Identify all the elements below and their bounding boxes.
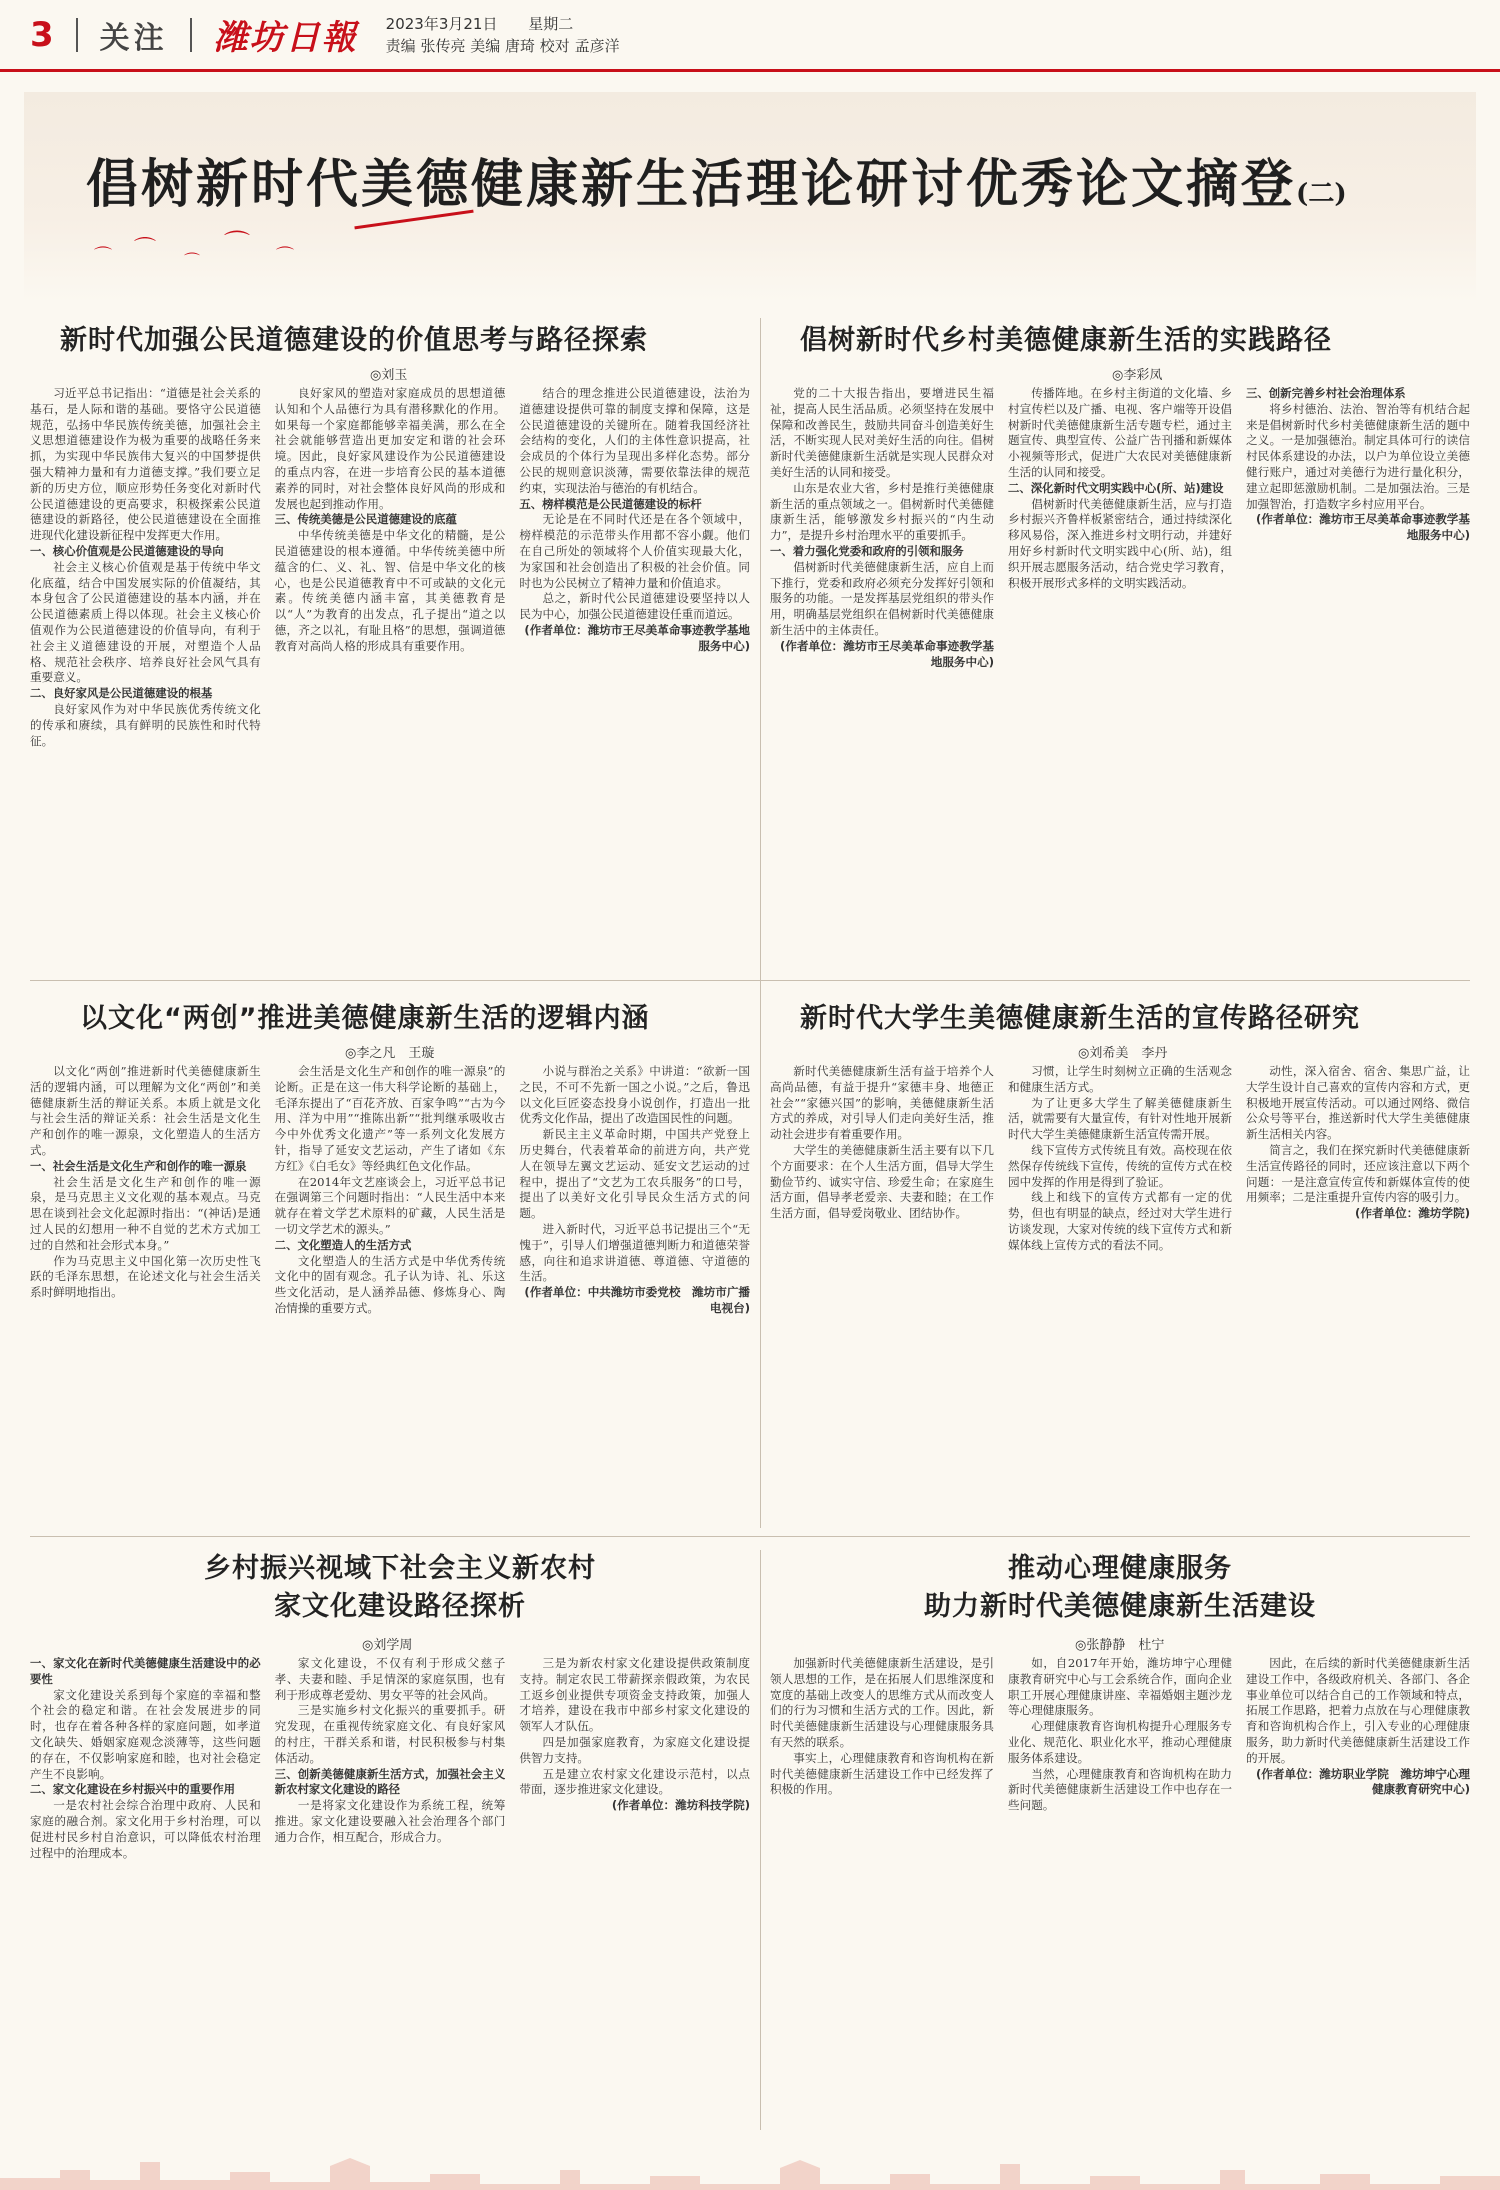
article-column [275, 386, 506, 966]
paragraph: 良好家风作为对中华民族优秀传统文化的传承和赓续，具有鲜明的民族性和时代特征。 [30, 701, 261, 748]
paragraph: 新民主主义革命时期，中国共产党登上历史舞台，代表着革命的前进方向，共产党人在领导左翼文艺运动、延安文艺运动的过程中，提出了“文艺为工农兵服务”的口号，提出了以美好文化引导民众生活方式的问题。 [519, 1127, 751, 1221]
skyline-shape [0, 2158, 1500, 2190]
paragraph: 山东是农业大省，乡村是推行美德健康新生活的重点领域之一。倡树新时代美德健康新生活，能够激发乡村振兴的“内生动力”，是提升乡村治理水平的重要抓手。 [770, 480, 994, 543]
paragraph: 一是农村社会综合治理中政府、人民和家庭的融合剂。家文化用于乡村治理，可以促进村民乡村自治意识，可以降低农村治理过程中的治理成本。 [30, 1798, 261, 1860]
article-title: 以文化“两创”推进美德健康新生活的逻辑内涵 [80, 1003, 650, 1034]
section-heading: 一、社会生活是文化生产和创作的唯一源泉 [30, 1158, 247, 1173]
paragraph: 文化塑造人的生活方式是中华优秀传统文化中的固有观念。孔子认为诗、礼、乐这些文化活动，是人涵养品德、修炼身心、陶冶情操的重要方式。 [274, 1253, 506, 1315]
paragraph: 大学生的美德健康新生活主要有以下几个方面要求：在个人生活方面，倡导大学生勤俭节约、诚实守信、珍爱生命；在家庭生活方面，倡导孝老爱亲、夫妻和睦；在工作生活方面，倡导爱岗敬业、团结协作。 [770, 1142, 994, 1221]
article-column [519, 1064, 750, 1524]
article-title-line: 推动心理健康服务 [1008, 1553, 1232, 1584]
banner-title [86, 142, 1347, 217]
article-column [519, 386, 750, 966]
article-title: 新时代加强公民道德建设的价值思考与路径探索 [60, 325, 648, 356]
section-heading: 一、着力强化党委和政府的引领和服务 [770, 543, 964, 558]
paragraph: 家文化建设，不仅有利于形成父慈子孝、夫妻和睦、手足情深的家庭氛围，也有利于形成尊老爱幼、男女平等的社会风尚。 [274, 1656, 506, 1702]
column-divider [760, 318, 761, 1528]
article-body [30, 1656, 750, 2132]
feature-banner [24, 92, 1476, 302]
article-title [790, 1550, 1450, 1626]
paragraph: 以文化“两创”推进新时代美德健康新生活的逻辑内涵，可以理解为文化“两创”和美德健康新生活的辩证关系。本质上就是文化与社会生活的辩证关系：社会生活是文化生产和创作的唯一源泉，文化塑造人的生活方式。 [30, 1064, 261, 1157]
banner-title-text: 倡树新时代美德健康新生活理论研讨优秀论文摘登 [86, 154, 1297, 215]
section-name: 关注 [99, 20, 168, 56]
issue-weekday: 星期二 [528, 14, 574, 33]
bird-icon: ⌒ [184, 251, 201, 270]
paragraph: 倡树新时代美德健康新生活，应自上而下推行，党委和政府必须充分发挥好引领和服务的功能。一是发挥基层党组织的带头作用，明确基层党组织在倡树新时代美德健康新生活中的主体责任。 [770, 559, 994, 637]
paragraph: 习近平总书记指出：“道德是社会关系的基石，是人际和谐的基础。要恪守公民道德规范，弘扬中华民族传统美德，加强社会主义思想道德建设作为极为重要的战略任务来抓，为实现中华民族伟大复兴的中国梦提供强大精神力量和有力道德支撑。”我们要立足新的历史方位，顺应形势任务变化对新时代公民道德建设的更高要求，积极探索公民道德建设的新路径，使公民道德建设在全面推进现代化建设新征程中发挥更大作用。 [30, 386, 261, 543]
paragraph: 加强新时代美德健康新生活建设，是引领人思想的工作，是在拓展人们思维深度和宽度的基础上改变人的思维方式从而改变人们的行为习惯和生活方式的工作。因此，新时代美德健康新生活建设与心理健康服务具有天然的联系。 [770, 1656, 994, 1749]
paragraph: 会生活是文化生产和创作的唯一源泉”的论断。正是在这一伟大科学论断的基础上，毛泽东提出了“百花齐放、百家争鸣”“古为今用、洋为中用”“推陈出新”“批判继承吸收古今中外优秀文化遗产”等一系列文化发展方针，指导了延安文艺运动，产生了诸如《东方红》《白毛女》等经典红色文化作品。 [274, 1064, 506, 1173]
author-affiliation: (作者单位：潍坊科技学院) [611, 1798, 751, 1813]
article-column [770, 1064, 994, 1524]
article-column [30, 1656, 261, 2132]
header-divider [190, 18, 192, 52]
article-byline: ◎刘希美 李丹 [1078, 1046, 1168, 1061]
newspaper-masthead: 潍坊日報 [213, 18, 358, 58]
section-heading: 二、家文化建设在乡村振兴中的重要作用 [30, 1782, 236, 1797]
paragraph: 家文化建设关系到每个家庭的幸福和整个社会的稳定和谐。在社会发展进步的同时，也存在着各种各样的家庭问题，如孝道文化缺失、婚姻家庭观念淡薄等，这些问题的存在，不仅影响家庭和睦，也对社会稳定产生不良影响。 [30, 1687, 261, 1781]
paragraph: 五是建立农村家文化建设示范村，以点带面，逐步推进家文化建设。 [519, 1766, 751, 1797]
paragraph: 作为马克思主义中国化第一次历史性飞跃的毛泽东思想，在论述文化与社会生活关系时鲜明地指出。 [30, 1253, 261, 1300]
section-heading: 一、家文化在新时代美德健康生活建设中的必要性 [30, 1656, 261, 1686]
author-affiliation: (作者单位：中共潍坊市委党校 潍坊市广播电视台) [524, 1285, 751, 1315]
paragraph: 心理健康教育咨询机构提升心理服务专业化、规范化、职业化水平，推动心理健康服务体系建设。 [1008, 1719, 1232, 1765]
author-affiliation: (作者单位：潍坊市王尽美革命事迹教学基地服务中心) [780, 638, 994, 669]
paragraph: 党的二十大报告指出，要增进民生福祉，提高人民生活品质。必须坚持在发展中保障和改善民生，鼓励共同奋斗创造美好生活，不断实现人民对美好生活的向往。倡树新时代美德健康新生活就是实现人民群众对美好生活的认同和接受。 [770, 386, 994, 479]
paragraph: 动性，深入宿舍、宿舍、集思广益，让大学生设计自己喜欢的宣传内容和方式，更积极地开展宣传活动。可以通过网络、微信公众号等平台，推送新时代大学生美德健康新生活相关内容。 [1246, 1064, 1470, 1142]
section-heading: 二、良好家风是公民道德建设的根基 [30, 686, 213, 701]
section-heading: 三、创新完善乡村社会治理体系 [1246, 386, 1406, 400]
author-affiliation: (作者单位：潍坊学院) [1355, 1206, 1470, 1221]
section-heading: 一、核心价值观是公民道德建设的导向 [30, 543, 224, 558]
article-body [30, 386, 750, 966]
article-column [1008, 386, 1232, 966]
bird-icon: ⌒ [134, 237, 157, 262]
article-body [770, 1064, 1470, 1524]
paragraph: 四是加强家庭教育，为家庭文化建设提供智力支持。 [519, 1734, 751, 1765]
article-column [1246, 386, 1470, 966]
paragraph: 线上和线下的宣传方式都有一定的优势，但也有明显的缺点，经过对大学生进行访谈发现，大家对传统的线下宣传方式和新媒体线上宣传方式的看法不同。 [1008, 1190, 1232, 1252]
header-divider [76, 18, 78, 52]
city-skyline-decoration [0, 2140, 1500, 2190]
article-byline: ◎李之凡 王璇 [345, 1046, 435, 1061]
article-column [519, 1656, 750, 2132]
paragraph: 进入新时代，习近平总书记提出三个“无愧于”，引导人们增强道德判断力和道德荣誉感，向往和追求讲道德、尊道德、守道德的生活。 [519, 1221, 751, 1284]
paragraph: 简言之，我们在探究新时代美德健康新生活宣传路径的同时，还应该注意以下两个问题：一是注意宣传宣传和新媒体宣传的使用频率；二是注重提升宣传内容的吸引力。 [1246, 1142, 1470, 1205]
paragraph: 事实上，心理健康教育和咨询机构在新时代美德健康新生活建设工作中已经发挥了积极的作用。 [770, 1750, 994, 1797]
author-affiliation: (作者单位：潍坊职业学院 潍坊坤宁心理健康教育研究中心) [1256, 1766, 1470, 1797]
article-title [60, 1550, 740, 1626]
paragraph: 良好家风的塑造对家庭成员的思想道德认知和个人品德行为具有潜移默化的作用。如果每一个家庭都能够幸福美满，那么在全社会就能够营造出更加安定和谐的社会环境。因此，良好家风建设作为公民道德建设的重点内容，在进一步培育公民的基本道德素养的同时，对社会整体良好风尚的形成和发展也起到推动作用。 [274, 386, 506, 511]
paragraph: 为了让更多大学生了解美德健康新生活，就需要有大量宣传，有针对性地开展新时代大学生美德健康新生活宣传需开展。 [1008, 1095, 1232, 1142]
banner-part: (二) [1296, 179, 1347, 209]
article-title: 新时代大学生美德健康新生活的宣传路径研究 [800, 1003, 1360, 1034]
column-divider [760, 1550, 761, 2130]
page-header [0, 0, 1500, 72]
paragraph: 总之，新时代公民道德建设要坚持以人民为中心，加强公民道德建设任重而道远。 [519, 591, 751, 622]
article-column [1246, 1656, 1470, 2132]
article-body [770, 386, 1470, 966]
paragraph: 传播阵地。在乡村主街道的文化墙、乡村宣传栏以及广播、电视、客户端等开设倡树新时代美德健康新生活专题专栏，通过主题宣传、典型宣传、公益广告刊播和新媒体小视频等形式，促进广大农民对美德健康新生活的认同和接受。 [1008, 386, 1232, 479]
paragraph: 三是实施乡村文化振兴的重要抓手。研究发现，在重视传统家庭文化、有良好家风的村庄，干群关系和谐，村民积极参与村集体活动。 [274, 1703, 506, 1765]
article-column [275, 1656, 506, 2132]
section-heading: 三、创新美德健康新生活方式，加强社会主义新农村家文化建设的路径 [274, 1766, 506, 1797]
bird-icon: ⌒ [276, 246, 294, 267]
paragraph: 习惯，让学生时刻树立正确的生活观念和健康生活方式。 [1008, 1064, 1232, 1094]
article-byline: ◎张静静 杜宁 [1075, 1638, 1165, 1653]
article-column [30, 386, 261, 966]
article-body [30, 1064, 750, 1524]
section-divider [30, 1536, 1470, 1537]
article-byline: ◎刘学周 [362, 1638, 413, 1653]
paragraph: 将乡村德治、法治、智治等有机结合起来是倡树新时代乡村美德健康新生活的题中之义。一是加强德治。制定具体可行的读信村民体系建设的办法，以户为单位设立美德健行账户，通过对美德行为进行量化积分，建立起即惩激励机制。二是加强法治。三是加强智治，打造数字乡村应用平台。 [1246, 401, 1470, 511]
author-affiliation: (作者单位：潍坊市王尽美革命事迹教学基地服务中心) [524, 622, 751, 653]
paragraph: 社会主义核心价值观是基于传统中华文化底蕴，结合中国发展实际的价值凝结，其本身包含了公民道德建设的基本内涵，并在公民道德素质上得以体现。社会主义核心价值观作为公民道德建设的价值导向，有利于社会主义道德建设的开展，对塑造个人品格、规范社会秩序、培养良好社会风气具有重要意义。 [30, 559, 261, 685]
paragraph: 中华传统美德是中华文化的精髓，是公民道德建设的根本遵循。中华传统美德中所蕴含的仁、义、礼、智、信是中华文化的核心，也是公民道德教育中不可或缺的文化元素。传统美德内涵丰富，其美德教育是以“人”为教育的出发点，孔子提出“道之以德，齐之以礼，有耻且格”的思想，强调道德教育对高尚人格的形成具有重要作用。 [274, 528, 506, 653]
bird-icon: ⌒ [224, 230, 251, 260]
article-title-line: 家文化建设路径探析 [274, 1591, 526, 1622]
editor-credit: 责编 张传亮 [385, 36, 466, 55]
section-divider [30, 980, 1470, 981]
proofreader-credit: 校对 孟彦洋 [539, 36, 620, 55]
paragraph: 倡树新时代美德健康新生活，应与打造乡村振兴齐鲁样板紧密结合，通过持续深化移风易俗，深入推进乡村文明行动，并建好用好乡村新时代文明实践中心(所、站)，组织开展志愿服务活动，结合党史学习教育，积极开展形式多样的文明实践活动。 [1008, 496, 1232, 590]
header-meta [386, 13, 620, 57]
paragraph: 在2014年文艺座谈会上，习近平总书记在强调第三个问题时指出：“人民生活中本来就存在着文学艺术原料的矿藏，人民生活是一切文学艺术的源头。” [274, 1174, 506, 1236]
bird-icon: ⌒ [94, 246, 112, 267]
issue-date: 2023年3月21日 [385, 14, 498, 33]
author-affiliation: (作者单位：潍坊市王尽美革命事迹教学基地服务中心) [1256, 512, 1470, 543]
article-title-line: 助力新时代美德健康新生活建设 [924, 1591, 1316, 1622]
paragraph: 结合的理念推进公民道德建设，法治为道德建设提供可靠的制度支撑和保障，这是公民道德建设的关键所在。随着我国经济社会结构的变化，人们的主体性意识提高，社会成员的个体行为呈现出多样化态势。部分公民的规则意识淡薄，需要依靠法律的规范约束，实现法治与德治的有机结合。 [519, 386, 751, 495]
article-title-line: 乡村振兴视域下社会主义新农村 [204, 1553, 596, 1584]
paragraph: 新时代美德健康新生活有益于培养个人高尚品德，有益于提升“家德丰身、地德正社会”“家德兴国”的影响，美德健康新生活方式的养成，对引导人们走向美好生活，推动社会进步有着重要作用。 [770, 1064, 994, 1142]
article-column [770, 1656, 994, 2132]
paragraph: 无论是在不同时代还是在各个领域中，榜样模范的示范带头作用都不容小觑。他们在自己所处的领域将个人价值实现最大化，为家国和社会创造出了积极的社会价值。同时也为公民树立了精神力量和价值追求。 [519, 512, 751, 590]
paragraph: 小说与群治之关系》中讲道：“欲新一国之民，不可不先新一国之小说。”之后，鲁迅以文化巨匠姿态投身小说创作，打造出一批优秀文化作品，提出了改造国民性的问题。 [519, 1064, 751, 1126]
article-body [770, 1656, 1470, 2132]
article-column [275, 1064, 506, 1524]
paragraph: 三是为新农村家文化建设提供政策制度支持。制定农民工带薪探亲假政策，为农民工返乡创业提供专项资金支持政策，加强人才培养，建设在我市中部乡村家文化建设的领军人才队伍。 [519, 1656, 751, 1734]
section-heading: 三、传统美德是公民道德建设的底蕴 [274, 512, 457, 527]
paragraph: 一是将家文化建设作为系统工程，统筹推进。家文化建设要融入社会治理各个部门通力合作，相互配合，形成合力。 [274, 1798, 506, 1844]
article-column [1246, 1064, 1470, 1524]
section-heading: 五、榜样模范是公民道德建设的标杆 [519, 496, 702, 511]
section-heading: 二、深化新时代文明实践中心(所、站)建设 [1008, 480, 1224, 495]
designer-credit: 美编 唐琦 [470, 36, 536, 55]
article-byline: ◎刘玉 [370, 368, 408, 383]
paragraph: 社会生活是文化生产和创作的唯一源泉，是马克思主义文化观的基本观点。马克思在谈到社会文化起源时指出：“(神话)是通过人民的幻想用一种不自觉的艺术方式加工过的自然和社会形式本身。” [30, 1174, 261, 1252]
article-byline: ◎李彩凤 [1112, 368, 1163, 383]
article-column [30, 1064, 261, 1524]
section-heading: 二、文化塑造人的生活方式 [274, 1237, 412, 1252]
page-number: 3 [30, 14, 54, 55]
article-title: 倡树新时代乡村美德健康新生活的实践路径 [800, 325, 1332, 356]
article-column [1008, 1656, 1232, 2132]
paragraph: 线下宣传方式传统且有效。高校现在依然保存传统线下宣传，传统的宣传方式在校园中发挥的作用是得到了验证。 [1008, 1142, 1232, 1189]
article-column [1008, 1064, 1232, 1524]
paragraph: 当然，心理健康教育和咨询机构在助力新时代美德健康新生活建设工作中也存在一些问题。 [1008, 1766, 1232, 1813]
article-column [770, 386, 994, 966]
paragraph: 如，自2017年开始，潍坊坤宁心理健康教育研究中心与工会系统合作，面向企业职工开展心理健康讲座、幸福婚姻主题沙龙等心理健康服务。 [1008, 1656, 1232, 1718]
paragraph: 因此，在后续的新时代美德健康新生活建设工作中，各级政府机关、各部门、各企事业单位可以结合自己的工作领域和特点，拓展工作思路，把着力点放在与心理健康教育和咨询机构合作上，引入专业的心理健康服务，助力新时代美德健康新生活建设工作的开展。 [1246, 1656, 1470, 1765]
